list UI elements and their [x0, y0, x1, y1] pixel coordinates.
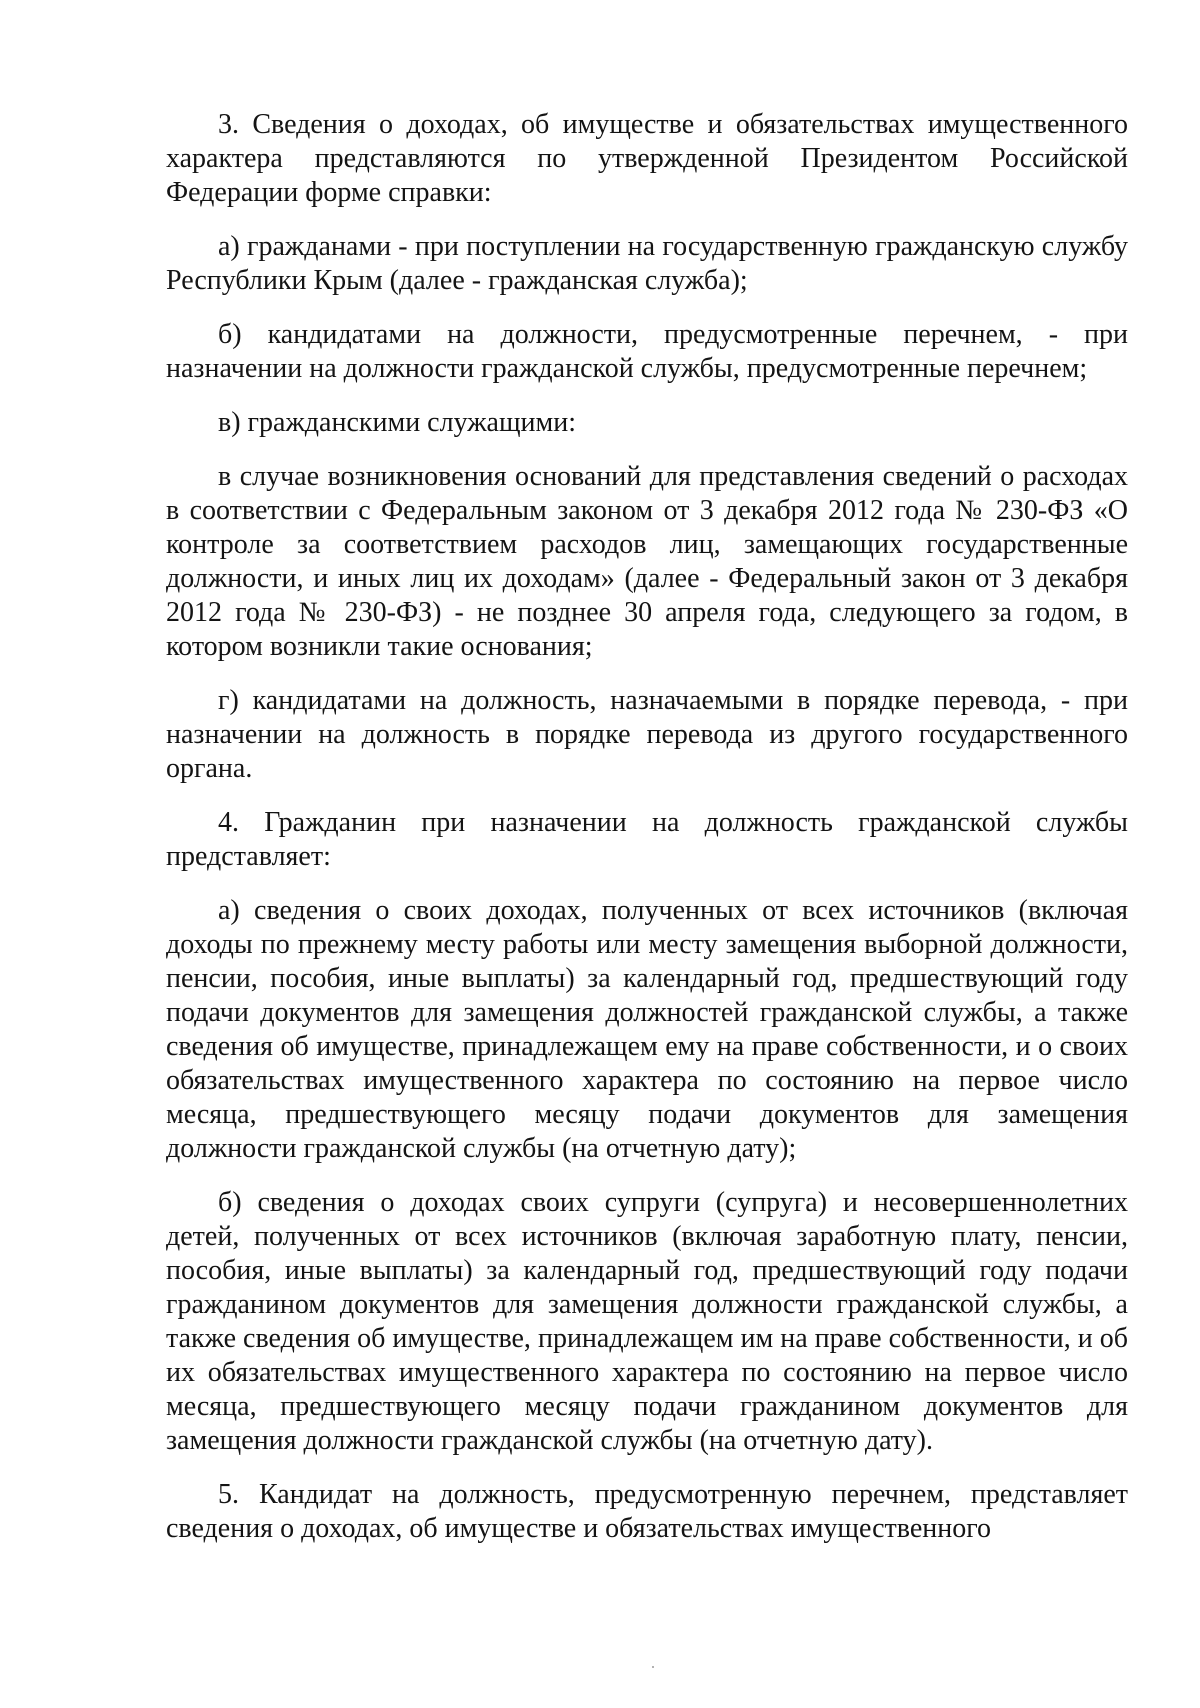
paragraph-4: 4. Гражданин при назначении на должность гражданской службы представляет: — [166, 807, 1128, 872]
paragraph-3b: б) кандидатами на должности, предусмотренные перечнем, - при назначении на должности гражданской службы, предусмотренные перечнем; — [166, 319, 1128, 384]
paragraph-3g: г) кандидатами на должность, назначаемыми в порядке перевода, - при назначении на должность в порядке перевода из другого государственного органа. — [166, 685, 1128, 784]
paragraph-3a: а) гражданами - при поступлении на государственную гражданскую службу Республики Крым (далее - гражданская служба); — [166, 231, 1128, 296]
document-body — [166, 108, 1128, 1566]
scan-dot — [652, 1666, 654, 1668]
paragraph-5: 5. Кандидат на должность, предусмотренную перечнем, представляет сведения о доходах, об имуществе и обязательствах имущественного — [166, 1479, 1128, 1544]
paragraph-3v-case: в случае возникновения оснований для представления сведений о расходах в соответствии с Федеральным законом от 3 декабря 2012 года № 230-ФЗ «О контроле за соответствием расходов лиц, замещающих государственные должности, и иных лиц их доходам» (далее - Федеральный закон от 3 декабря 2012 года № 230-ФЗ) - не позднее 30 апреля года, следующего за годом, в котором возникли такие основания; — [166, 461, 1128, 662]
paragraph-3: 3. Сведения о доходах, об имуществе и обязательствах имущественного характера представляются по утвержденной Президентом Российской Федерации форме справки: — [166, 109, 1128, 208]
paragraph-4a: а) сведения о своих доходах, полученных от всех источников (включая доходы по прежнему месту работы или месту замещения выборной должности, пенсии, пособия, иные выплаты) за календарный год, предшествующий году подачи документов для замещения должностей гражданской службы, а также сведения об имуществе, принадлежащем ему на праве собственности, и о своих обязательствах имущественного характера по состоянию на первое число месяца, предшествующего месяцу подачи документов для замещения должности гражданской службы (на отчетную дату); — [166, 895, 1128, 1164]
paragraph-4b: б) сведения о доходах своих супруги (супруга) и несовершеннолетних детей, полученных от всех источников (включая заработную плату, пенсии, пособия, иные выплаты) за календарный год, предшествующий году подачи гражданином документов для замещения должности гражданской службы, а также сведения об имуществе, принадлежащем им на праве собственности, и об их обязательствах имущественного характера по состоянию на первое число месяца, предшествующего месяцу подачи гражданином документов для замещения должности гражданской службы (на отчетную дату). — [166, 1187, 1128, 1456]
paragraph-3v: в) гражданскими служащими: — [218, 407, 577, 438]
